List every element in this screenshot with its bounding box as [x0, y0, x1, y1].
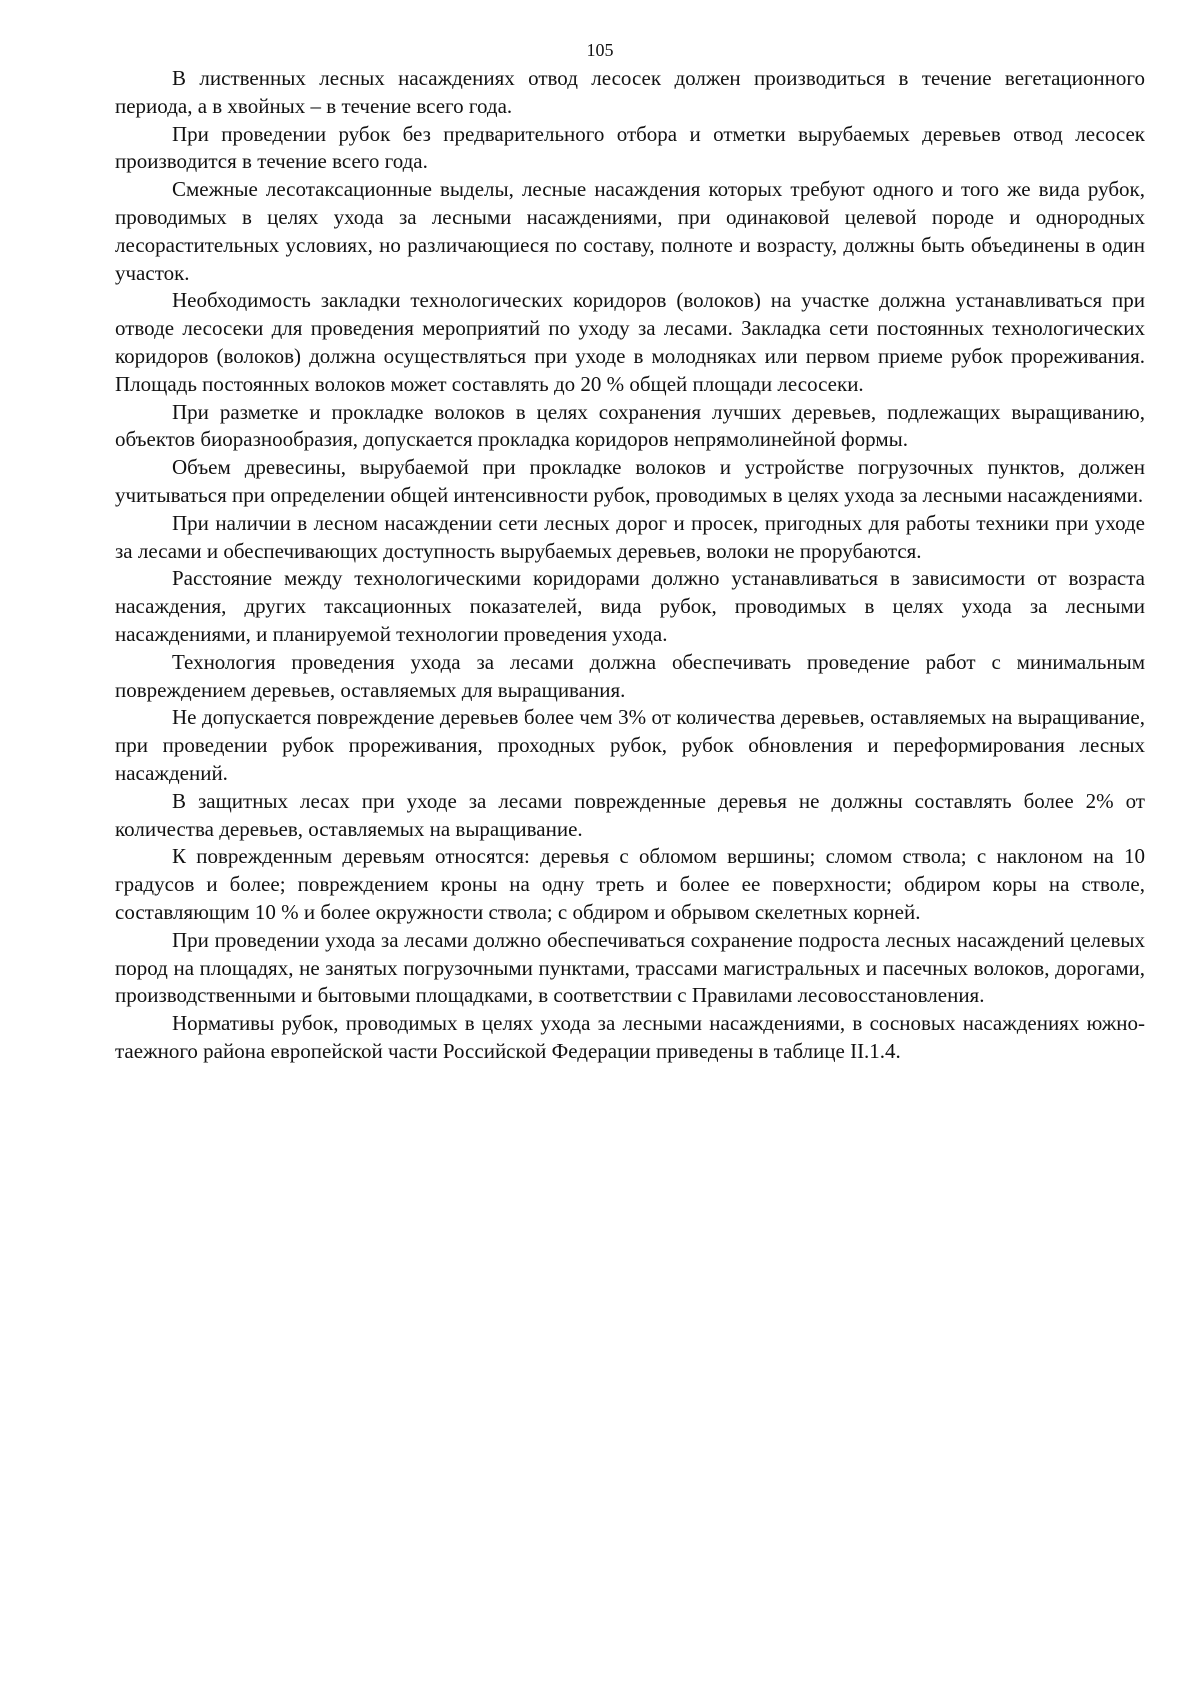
- paragraph: Технология проведения ухода за лесами должна обеспечивать проведение работ с минимальным повреждением деревьев, оставляемых для выращивания.: [115, 649, 1145, 702]
- paragraph: При проведении рубок без предварительного отбора и отметки вырубаемых деревьев отвод лесосек производится в течение всего года.: [115, 121, 1145, 174]
- paragraph: Объем древесины, вырубаемой при прокладке волоков и устройстве погрузочных пунктов, должен учитываться при определении общей интенсивности рубок, проводимых в целях ухода за лесными насаждениями.: [115, 455, 1145, 507]
- paragraph: Смежные лесотаксационные выделы, лесные насаждения которых требуют одного и того же вида рубок, проводимых в целях ухода за лесными насаждениями, при одинаковой целевой породе и однородных лесорастительных условиях, но различающиеся по составу, полноте и возрасту, должны быть объединены в один участок.: [115, 177, 1145, 285]
- page-number: 105: [586, 40, 614, 60]
- paragraph: При проведении ухода за лесами должно обеспечиваться сохранение подроста лесных насаждений целевых пород на площадях, не занятых погрузочными пунктами, трассами магистральных и пасечных волоков, дорогами, производственными и бытовыми площадками, в соответствии с Правилами лесовосстановления.: [115, 927, 1145, 1008]
- paragraph: В лиственных лесных насаждениях отвод лесосек должен производиться в течение вегетационного периода, а в хвойных – в течение всего года.: [115, 66, 1145, 118]
- paragraph: При наличии в лесном насаждении сети лесных дорог и просек, пригодных для работы техники при уходе за лесами и обеспечивающих доступность вырубаемых деревьев, волоки не прорубаются.: [115, 510, 1145, 563]
- paragraph: При разметке и прокладке волоков в целях сохранения лучших деревьев, подлежащих выращиванию, объектов биоразнообразия, допускается прокладка коридоров непрямолинейной формы.: [115, 399, 1145, 452]
- paragraph: Нормативы рубок, проводимых в целях ухода за лесными насаждениями, в сосновых насаждениях южно-таежного района европейской части Российской Федерации приведены в таблице II.1.4.: [115, 1011, 1145, 1063]
- document-body: [115, 65, 1145, 1066]
- paragraph: В защитных лесах при уходе за лесами поврежденные деревья не должны составлять более 2% от количества деревьев, оставляемых на выращивание.: [115, 788, 1145, 841]
- paragraph: Необходимость закладки технологических коридоров (волоков) на участке должна устанавливаться при отводе лесосеки для проведения мероприятий по уходу за лесами. Закладка сети постоянных технологических коридоров (волоков) должна осуществляться при уходе в молодняках или первом приеме рубок прореживания. Площадь постоянных волоков может составлять до 20 % общей площади лесосеки.: [115, 288, 1145, 396]
- paragraph: Расстояние между технологическими коридорами должно устанавливаться в зависимости от возраста насаждения, других таксационных показателей, вида рубок, проводимых в целях ухода за лесными насаждениями, и планируемой технологии проведения ухода.: [115, 566, 1145, 646]
- paragraph: К поврежденным деревьям относятся: деревья с обломом вершины; сломом ствола; с наклоном на 10 градусов и более; повреждением кроны на одну треть и более ее поверхности; обдиром коры на стволе, составляющим 10 % и более окружности ствола; с обдиром и обрывом скелетных корней.: [115, 844, 1145, 924]
- paragraph: Не допускается повреждение деревьев более чем 3% от количества деревьев, оставляемых на выращивание, при проведении рубок прореживания, проходных рубок, рубок обновления и переформирования лесных насаждений.: [115, 705, 1145, 785]
